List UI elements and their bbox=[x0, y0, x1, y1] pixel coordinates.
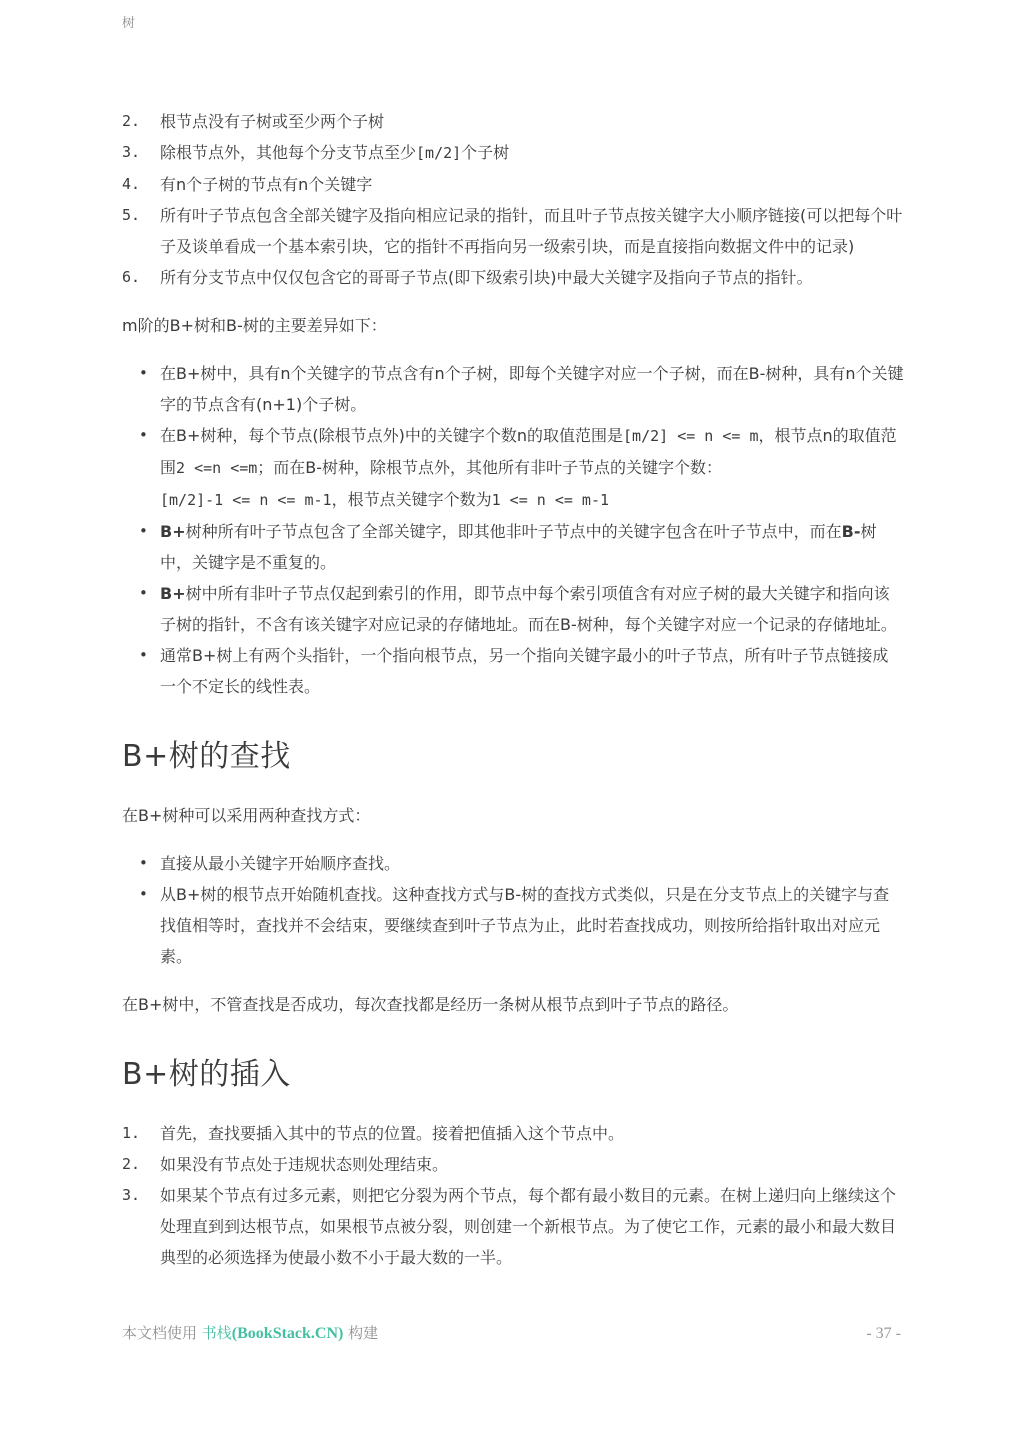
number-marker: 2. bbox=[122, 112, 141, 130]
text-segment-bold: B- bbox=[841, 522, 861, 541]
list-item-text bbox=[160, 640, 904, 702]
bullet-marker: • bbox=[139, 522, 148, 540]
list-item bbox=[122, 516, 904, 578]
bplus-properties-list bbox=[122, 106, 904, 293]
list-item-text bbox=[160, 1149, 904, 1180]
list-item bbox=[122, 420, 904, 516]
insert-steps-list bbox=[122, 1118, 904, 1273]
text-segment-bold: B+ bbox=[160, 522, 186, 541]
text-segment: 如果没有节点处于违规状态则处理结束。 bbox=[160, 1155, 449, 1174]
text-segment: 首先，查找要插入其中的节点的位置。接着把值插入这个节点中。 bbox=[160, 1124, 625, 1143]
list-item bbox=[122, 879, 904, 972]
list-item bbox=[122, 262, 904, 293]
number-marker: 1. bbox=[122, 1124, 141, 1142]
list-item-text bbox=[160, 848, 904, 879]
text-segment: 从B+树的根节点开始随机查找。这种查找方式与B-树的查找方式类似，只是在分支节点上的关键字与查找值相等时，查找并不会结束，要继续查到叶子节点为止，此时若查找成功，则按所给指针取出对应元素。 bbox=[160, 885, 890, 966]
bplus-vs-b-diff-list bbox=[122, 358, 904, 702]
text-segment-mono: [m/2] <= n <= m bbox=[623, 427, 759, 445]
text-segment: 通常B+树上有两个头指针，一个指向根节点，另一个指向关键字最小的叶子节点，所有叶子节点链接成一个不定长的线性表。 bbox=[160, 646, 889, 696]
text-segment: ；而在B-树种，除根节点外，其他所有非叶子节点的关键字个数： bbox=[257, 458, 723, 477]
diff-intro-paragraph: m阶的B+树和B-树的主要差异如下： bbox=[122, 316, 387, 335]
bookstack-link[interactable] bbox=[202, 1324, 344, 1342]
search-methods-list bbox=[122, 848, 904, 972]
document-content bbox=[122, 106, 904, 1273]
search-intro-paragraph: 在B+树种可以采用两种查找方式： bbox=[122, 806, 371, 825]
text-segment: 直接从最小关键字开始顺序查找。 bbox=[160, 854, 401, 873]
list-item-text bbox=[160, 516, 904, 578]
number-marker: 4. bbox=[122, 175, 141, 193]
list-item bbox=[122, 137, 904, 169]
list-item bbox=[122, 358, 904, 420]
footer-build-note bbox=[122, 1322, 378, 1343]
number-marker: 3. bbox=[122, 143, 141, 161]
text-segment: 在B+树种，每个节点(除根节点外)中的关键字个数n的取值范围是 bbox=[160, 426, 624, 445]
page-header bbox=[122, 12, 135, 31]
list-item-text bbox=[160, 1180, 904, 1273]
text-segment-bold: B+ bbox=[160, 584, 186, 603]
list-item bbox=[122, 200, 904, 262]
chapter-title: 树 bbox=[122, 16, 136, 31]
list-item-text bbox=[160, 879, 904, 972]
list-item-text bbox=[160, 262, 904, 293]
list-item bbox=[122, 578, 904, 640]
list-item bbox=[122, 640, 904, 702]
bullet-marker: • bbox=[139, 364, 148, 382]
list-item bbox=[122, 1149, 904, 1180]
number-marker: 2. bbox=[122, 1155, 141, 1173]
search-note-paragraph: 在B+树中，不管查找是否成功，每次查找都是经历一条树从根节点到叶子节点的路径。 bbox=[122, 995, 739, 1014]
section-heading-insert: B+树的插入 bbox=[122, 1057, 291, 1092]
bullet-marker: • bbox=[139, 854, 148, 872]
list-item-text bbox=[160, 137, 904, 169]
footer-suffix: 构建 bbox=[343, 1324, 379, 1342]
list-item-text bbox=[160, 578, 904, 640]
bullet-marker: • bbox=[139, 584, 148, 602]
text-segment-mono: 1 <= n <= m-1 bbox=[491, 491, 610, 509]
text-segment-mono: [m/2]-1 <= n <= m-1 bbox=[160, 491, 332, 509]
text-segment: 所有叶子节点包含全部关键字及指向相应记录的指针，而且叶子节点按关键字大小顺序链接(可以把每个叶子及谈单看成一个基本索引块，它的指针不再指向另一级索引块，而是直接指向数据文件中的记录) bbox=[160, 206, 903, 256]
text-segment: 树中所有非叶子节点仅起到索引的作用，即节点中每个索引项值含有对应子树的最大关键字和指向该子树的指针，不含有该关键字对应记录的存储地址。而在B-树种，每个关键字对应一个记录的存储地址。 bbox=[160, 584, 897, 634]
bullet-marker: • bbox=[139, 885, 148, 903]
text-segment-mono: [m/2] bbox=[416, 144, 462, 162]
page-number: - 37 - bbox=[866, 1325, 901, 1342]
page-footer bbox=[122, 1322, 901, 1343]
text-segment: 根节点没有子树或至少两个子树 bbox=[160, 112, 385, 131]
list-item bbox=[122, 1180, 904, 1273]
text-segment: 在B+树中，具有n个关键字的节点含有n个子树，即每个关键字对应一个子树，而在B-树种，具有n个关键字的节点含有(n+1)个子树。 bbox=[160, 364, 904, 414]
number-marker: 3. bbox=[122, 1186, 141, 1204]
list-item-text bbox=[160, 358, 904, 420]
text-segment: 所有分支节点中仅仅包含它的哥哥子节点(即下级索引块)中最大关键字及指向子节点的指针。 bbox=[160, 268, 813, 287]
text-segment: 树中，关键字是不重复的。 bbox=[160, 522, 877, 572]
text-segment: 有n个子树的节点有n个关键字 bbox=[160, 175, 373, 194]
bullet-marker: • bbox=[139, 646, 148, 664]
number-marker: 6. bbox=[122, 268, 141, 286]
text-segment: 如果某个节点有过多元素，则把它分裂为两个节点，每个都有最小数目的元素。在树上递归向上继续这个处理直到到达根节点，如果根节点被分裂，则创建一个新根节点。为了使它工作，元素的最小和最大数目典型的必须选择为使最小数不小于最大数的一半。 bbox=[160, 1186, 897, 1267]
list-item-text bbox=[160, 420, 904, 516]
bookstack-link-cn[interactable]: 书栈 bbox=[201, 1324, 232, 1342]
list-item-text bbox=[160, 1118, 904, 1149]
list-item bbox=[122, 1118, 904, 1149]
text-segment-mono: 2 <=n <=m bbox=[176, 459, 258, 477]
list-item-text bbox=[160, 106, 904, 137]
footer-prefix: 本文档使用 bbox=[122, 1324, 202, 1342]
bookstack-link-en[interactable]: (BookStack.CN) bbox=[231, 1325, 344, 1342]
number-marker: 5. bbox=[122, 206, 141, 224]
list-item bbox=[122, 106, 904, 137]
text-segment: 个子树 bbox=[461, 143, 510, 162]
text-segment: ，根节点关键字个数为 bbox=[331, 490, 492, 509]
list-item-text bbox=[160, 200, 904, 262]
text-segment: ，根节点n的取值范围 bbox=[160, 426, 897, 477]
bullet-marker: • bbox=[139, 426, 148, 444]
list-item bbox=[122, 169, 904, 200]
text-segment: 除根节点外，其他每个分支节点至少 bbox=[160, 143, 417, 162]
list-item bbox=[122, 848, 904, 879]
text-segment: 树种所有叶子节点包含了全部关键字，即其他非叶子节点中的关键字包含在叶子节点中，而在 bbox=[185, 522, 842, 541]
section-heading-search: B+树的查找 bbox=[122, 739, 291, 774]
list-item-text bbox=[160, 169, 904, 200]
